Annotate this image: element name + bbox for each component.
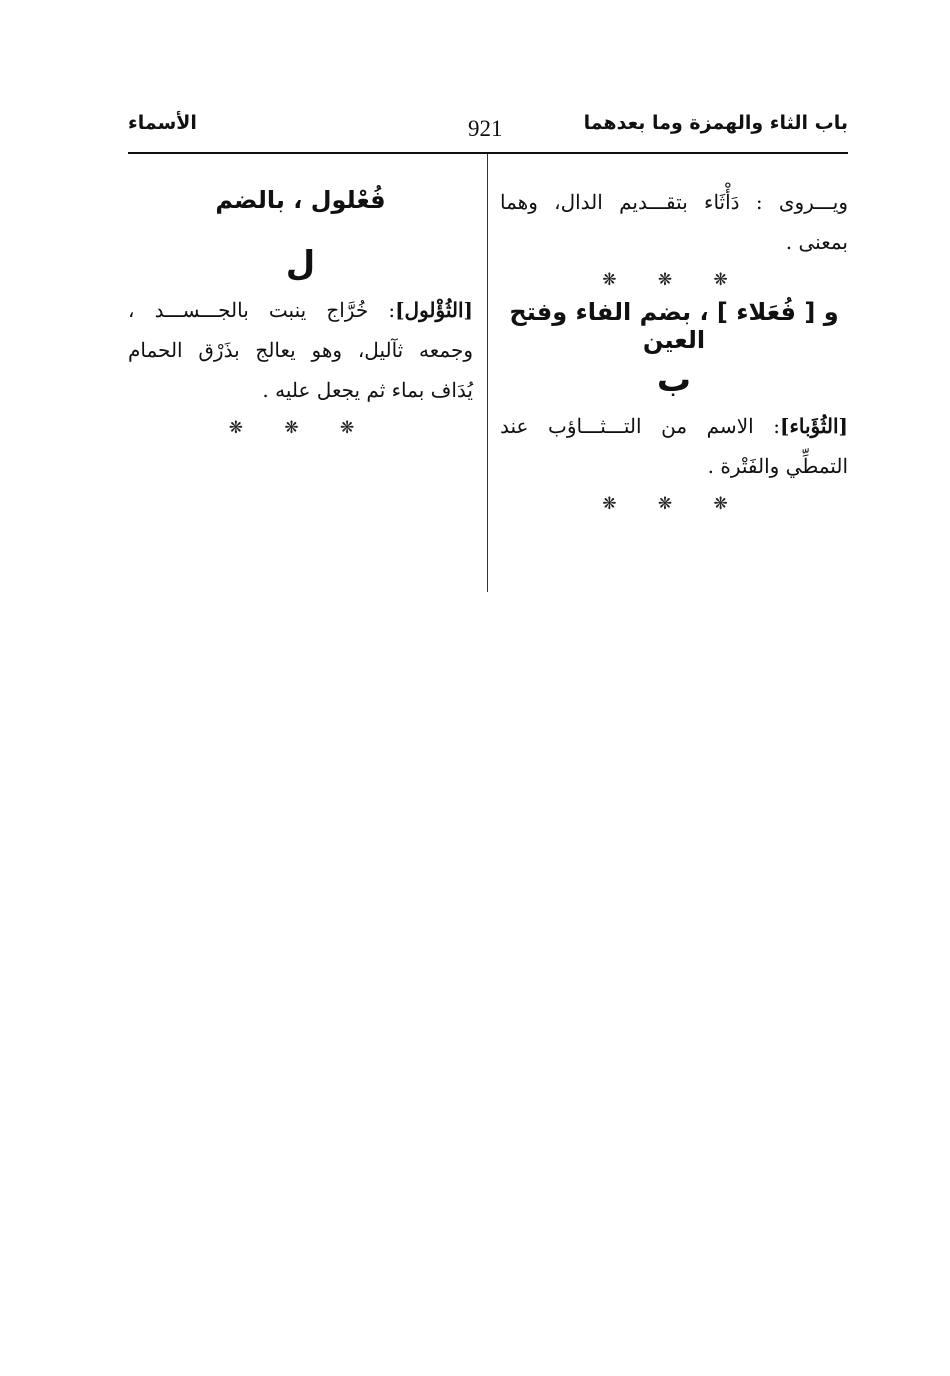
entry-term: [الثُؤْلول] xyxy=(395,298,473,322)
section-heading: فُعْلول ، بالضم xyxy=(215,186,386,214)
letter-heading: ل xyxy=(285,244,316,284)
entry-paragraph xyxy=(128,290,473,410)
entry-text: : خُرَّاج ينبت بالجـــســـد ، وجمعه ثآليل، وهو يعالج بذَرْق الحمام يُدَاف بماء ثم يجعل عليه . xyxy=(128,298,473,402)
entry-paragraph xyxy=(500,406,848,486)
page-header xyxy=(128,112,848,152)
left-column xyxy=(128,182,473,446)
entry-text: : الاسم من التـــثـــاؤب عند التمطِّي والفَتْرة . xyxy=(500,414,848,478)
separator-stars: ❋ ❋ ❋ xyxy=(602,270,746,290)
chapter-title: باب الثاء والهمزة وما بعدهما xyxy=(583,112,848,134)
column-divider xyxy=(487,154,488,592)
page-number: 921 xyxy=(468,116,503,141)
header-rule xyxy=(128,152,848,154)
separator-stars: ❋ ❋ ❋ xyxy=(228,418,373,438)
entry-term: [الثُؤَباء] xyxy=(779,414,848,438)
separator-stars: ❋ ❋ ❋ xyxy=(602,494,746,514)
entry-paragraph: ويـــروى : دَأْثَاء بتقـــديم الدال، وهما بمعنى . xyxy=(500,190,848,254)
right-column xyxy=(500,182,848,522)
letter-heading: ب xyxy=(656,360,692,400)
section-title: الأسماء xyxy=(128,112,197,134)
section-heading: و [ فُعَلاء ] ، بضم الفاء وفتح العين xyxy=(509,298,839,354)
